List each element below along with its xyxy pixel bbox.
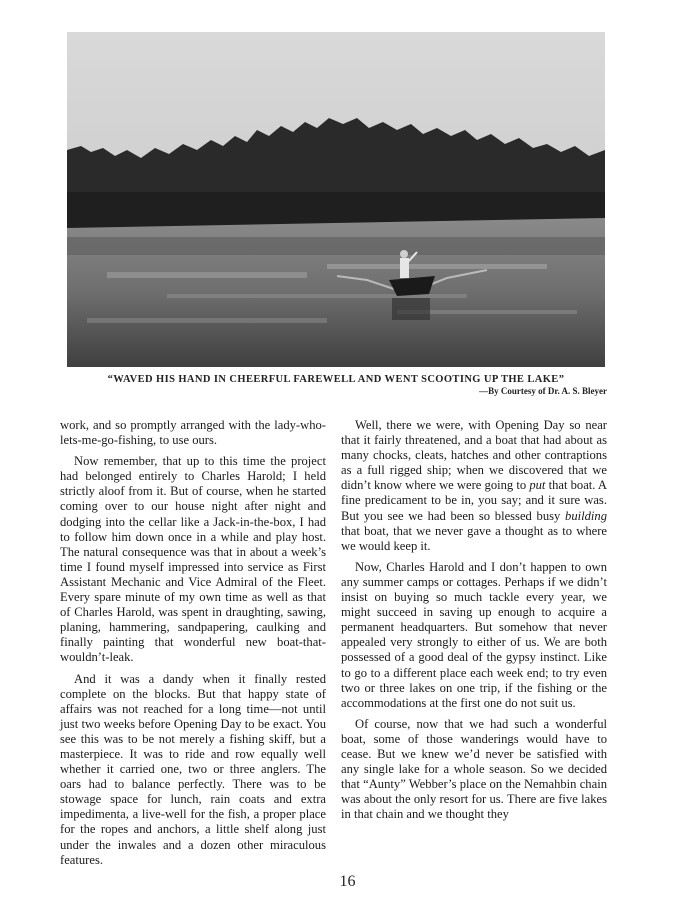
paragraph: Now remember, that up to this time the project had belonged entirely to Charles Harold; I held strictly aloof from it. But of course, when he started coming over to our house night after night and dodging into the cellar like a Jack-in-the-box, I had to follow him down once in a while and play host. The natural consequence was that in about a week’s time I found myself impressed into service as First Assistant Mechanic and Vice Admiral of the Fleet. Every spare minute of my own time as well as that of Charles Harold, was spent in draughting, sawing, planing, hammering, sandpapering, caulking and finally painting that wonderful new boat-that-wouldn’t-leak. [60,454,326,665]
text-run: Well, there we were, with Opening Day so near that it fairly threatened, and a boat that had about as many chocks, cleats, hatches and other contraptions as a full rigged ship; when we discovered that we didn’t know where we were going to [341,418,607,493]
paragraph [341,418,607,554]
text-run: that boat, that we never gave a thought as to where we would keep it. [341,523,607,553]
italic-word: put [529,478,546,493]
paragraph: Now, Charles Harold and I don’t happen to own any summer camps or cottages. Perhaps if we didn’t insist on buying so much tackle every year, we might succeed in saving up enough to acquire a permanent headquarters. But somehow that never appealed very strongly to either of us. We are both possessed of a good deal of the gypsy instinct. Like to go to a different place each week end; to try even two or three lakes on one trip, if the fishing or the accommodations at the first one do not suit us. [341,559,607,710]
lake-photo [67,32,605,367]
text-run: that boat. A fine predicament to be in, you say; and it sure was. But you see we had been so blessed busy [341,478,608,523]
right-column [341,418,607,828]
page-number: 16 [339,873,356,890]
paragraph: work, and so promptly arranged with the lady-who-lets-me-go-fishing, to use ours. [60,418,326,448]
paragraph: Of course, now that we had such a wonderful boat, some of those wanderings would have to cease. But we knew we’d never be satisfied with any single lake for a whole season. So we decided that “Aunty” Webber’s place on the Nemahbin chain was about the only resort for us. There are five lakes in that chain and we thought they [341,716,607,822]
left-column [60,418,326,874]
paragraph: And it was a dandy when it finally rested complete on the blocks. But that happy state of affairs was not reached for a long time—not until just two weeks before Opening Day to be exact. You see this was to be not merely a fishing skiff, but a masterpiece. It was to ride and row equally well whether it carried one, two or three anglers. The oars had to balance perfectly. There was to be stowage space for lunch, rain coats and extra impedimenta, a live-well for the fish, a proper place for the ropes and anchors, a little shelf along just under the inwales and a dozen other miraculous features. [60,671,326,867]
italic-word: building [565,508,607,523]
photo-credit: —By Courtesy of Dr. A. S. Bleyer [479,386,607,396]
photo-caption: “WAVED HIS HAND IN CHEERFUL FAREWELL AND WENT SCOOTING UP THE LAKE” [107,374,565,385]
